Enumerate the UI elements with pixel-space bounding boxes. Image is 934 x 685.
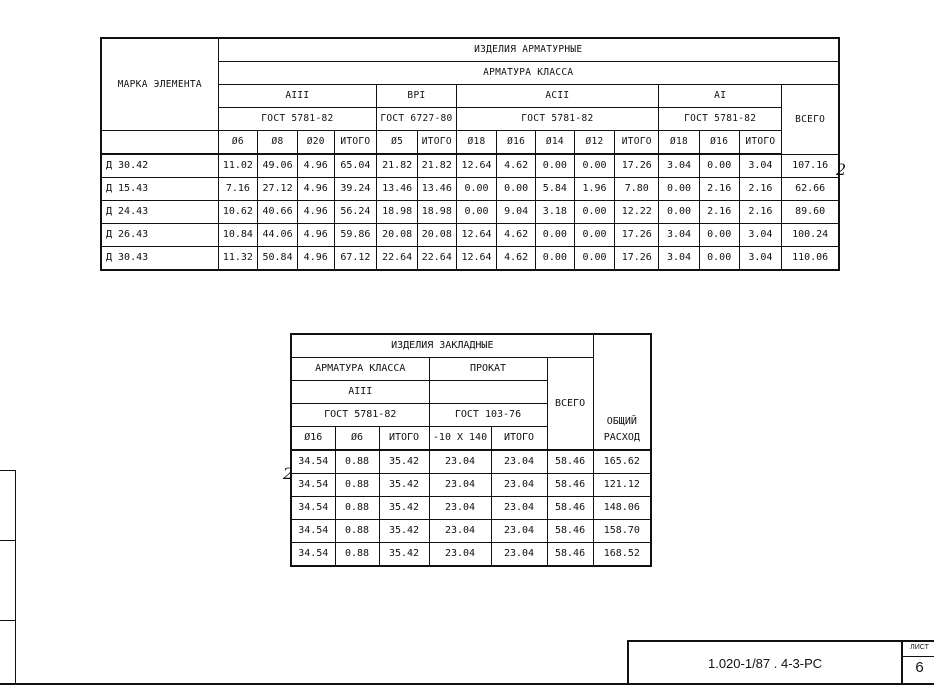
element-mark: Д 24.43 [101, 201, 218, 224]
table-cell: 4.96 [297, 247, 334, 271]
table-cell: 4.96 [297, 178, 334, 201]
element-mark: Д 26.43 [101, 224, 218, 247]
table-cell: 35.42 [379, 474, 429, 497]
table-cell: 110.06 [782, 247, 839, 271]
subgroup-header: АРМАТУРА КЛАССА [291, 358, 429, 381]
table-cell: 4.96 [297, 201, 334, 224]
gost-prokat: ГОСТ 103-76 [429, 404, 547, 427]
column-header: ИТОГО [379, 427, 429, 451]
gost-ac2: ГОСТ 5781-82 [456, 108, 659, 131]
table-cell: 17.26 [615, 224, 659, 247]
table-cell: 4.62 [497, 224, 536, 247]
table-cell: 34.54 [291, 497, 335, 520]
column-header: Ø6 [335, 427, 379, 451]
table-row [101, 247, 839, 271]
table-cell: 9.04 [497, 201, 536, 224]
table-cell: 23.04 [491, 543, 547, 567]
class-a1: AI [659, 85, 782, 108]
table-cell: 20.08 [417, 224, 456, 247]
table-cell: 35.42 [379, 520, 429, 543]
table-cell: 50.84 [258, 247, 298, 271]
table-cell: 23.04 [429, 520, 491, 543]
table-cell: 3.18 [536, 201, 575, 224]
table-cell: 21.82 [377, 154, 418, 178]
table-cell: 0.00 [699, 247, 739, 271]
table-cell: 0.00 [699, 154, 739, 178]
element-mark: Д 15.43 [101, 178, 218, 201]
table-cell: 20.08 [377, 224, 418, 247]
table-cell: 3.04 [659, 154, 700, 178]
table-row [291, 497, 651, 520]
class-a3: AIII [218, 85, 377, 108]
blank-cell [101, 131, 218, 155]
table-cell: 3.04 [739, 154, 782, 178]
table-cell: 18.98 [417, 201, 456, 224]
table-cell: 13.46 [377, 178, 418, 201]
table-cell: 0.00 [659, 178, 700, 201]
table-cell: 0.88 [335, 543, 379, 567]
table-cell: 3.04 [659, 247, 700, 271]
table-cell: 121.12 [593, 474, 651, 497]
mark-header: МАРКА ЭЛЕМЕНТА [101, 38, 218, 131]
overall-header: ОБЩИЙ РАСХОД [593, 334, 651, 450]
gost-a3: ГОСТ 5781-82 [291, 404, 429, 427]
margin-mark [0, 620, 16, 621]
class-vp1: BPI [377, 85, 456, 108]
table-cell: 2.16 [739, 178, 782, 201]
table-cell: 148.06 [593, 497, 651, 520]
table-cell: 0.00 [574, 247, 615, 271]
table-cell: 158.70 [593, 520, 651, 543]
table-cell: 44.06 [258, 224, 298, 247]
table-cell: 89.60 [782, 201, 839, 224]
class-a3: AIII [291, 381, 429, 404]
annotation-2: 2 [836, 160, 847, 179]
table-cell: 165.62 [593, 450, 651, 474]
table-cell: 22.64 [377, 247, 418, 271]
table-cell: 2.16 [699, 201, 739, 224]
table-cell: 58.46 [547, 450, 593, 474]
table-row [291, 474, 651, 497]
table-cell: 34.54 [291, 474, 335, 497]
column-header: Ø6 [218, 131, 258, 155]
table-cell: 17.26 [615, 247, 659, 271]
table-cell: 22.64 [417, 247, 456, 271]
table-cell: 23.04 [429, 497, 491, 520]
table-cell: 0.00 [456, 201, 497, 224]
column-header: Ø14 [536, 131, 575, 155]
total-header: ВСЕГО [547, 358, 593, 451]
column-header: ИТОГО [334, 131, 377, 155]
column-header: ИТОГО [739, 131, 782, 155]
table-cell: 34.54 [291, 520, 335, 543]
class-ac2: ACII [456, 85, 659, 108]
table-cell: 13.46 [417, 178, 456, 201]
document-code: 1.020-1/87 . 4-3-РС [707, 656, 823, 671]
table-cell: 3.04 [739, 247, 782, 271]
table-cell: 5.84 [536, 178, 575, 201]
table-cell: 0.00 [574, 154, 615, 178]
table-cell: 59.86 [334, 224, 377, 247]
group-header: ИЗДЕЛИЯ АРМАТУРНЫЕ [218, 38, 839, 62]
table-cell: 58.46 [547, 497, 593, 520]
table-cell: 12.22 [615, 201, 659, 224]
column-header: Ø5 [377, 131, 418, 155]
table-cell: 58.46 [547, 520, 593, 543]
column-header: Ø18 [456, 131, 497, 155]
table-cell: 0.88 [335, 520, 379, 543]
group-header: ИЗДЕЛИЯ ЗАКЛАДНЫЕ [291, 334, 593, 358]
element-mark: Д 30.43 [101, 247, 218, 271]
reinforcement-table [100, 37, 840, 271]
column-header: Ø16 [291, 427, 335, 451]
table-cell: 7.16 [218, 178, 258, 201]
table-cell: 49.06 [258, 154, 298, 178]
table-cell: 23.04 [429, 450, 491, 474]
gost-a1: ГОСТ 5781-82 [659, 108, 782, 131]
subgroup-header: АРМАТУРА КЛАССА [218, 62, 839, 85]
margin-mark [0, 540, 16, 541]
table-cell: 12.64 [456, 154, 497, 178]
table-cell: 17.26 [615, 154, 659, 178]
table-cell: 0.00 [456, 178, 497, 201]
total-header: ВСЕГО [782, 85, 839, 155]
table-cell: 23.04 [429, 543, 491, 567]
column-header: Ø20 [297, 131, 334, 155]
table-cell: 107.16 [782, 154, 839, 178]
table-row [101, 178, 839, 201]
table-cell: 0.88 [335, 474, 379, 497]
column-header: -10 Х 140 [429, 427, 491, 451]
table-cell: 2.16 [739, 201, 782, 224]
table-row [101, 154, 839, 178]
table-cell: 58.46 [547, 543, 593, 567]
table-cell: 4.96 [297, 224, 334, 247]
table-cell: 4.62 [497, 154, 536, 178]
table-cell: 168.52 [593, 543, 651, 567]
table-cell: 56.24 [334, 201, 377, 224]
table-cell: 35.42 [379, 543, 429, 567]
table-cell: 35.42 [379, 497, 429, 520]
table-cell: 0.00 [574, 201, 615, 224]
table-cell: 0.88 [335, 497, 379, 520]
embedded-parts-table [290, 333, 652, 567]
table-cell: 58.46 [547, 474, 593, 497]
sheet-label: ЛИСТ [910, 644, 929, 651]
title-block [627, 640, 934, 685]
column-header: Ø18 [659, 131, 700, 155]
column-header: Ø8 [258, 131, 298, 155]
table-row [291, 543, 651, 567]
table-cell: 27.12 [258, 178, 298, 201]
table-row [101, 201, 839, 224]
table-cell: 0.00 [699, 224, 739, 247]
column-header: Ø16 [497, 131, 536, 155]
element-mark: Д 30.42 [101, 154, 218, 178]
column-header: ИТОГО [491, 427, 547, 451]
table-cell: 10.84 [218, 224, 258, 247]
blank-cell [429, 381, 547, 404]
margin-mark [0, 470, 16, 471]
left-margin-rule [15, 470, 16, 685]
sheet-box [901, 642, 934, 685]
table-cell: 10.62 [218, 201, 258, 224]
table-cell: 0.00 [536, 154, 575, 178]
prokat-header: ПРОКАТ [429, 358, 547, 381]
table-cell: 3.04 [659, 224, 700, 247]
table-cell: 39.24 [334, 178, 377, 201]
table-row [101, 224, 839, 247]
annotation-2: 2 [283, 464, 294, 483]
table-cell: 0.00 [497, 178, 536, 201]
table-cell: 65.04 [334, 154, 377, 178]
column-header: ИТОГО [615, 131, 659, 155]
table-cell: 23.04 [491, 450, 547, 474]
table-cell: 62.66 [782, 178, 839, 201]
table-cell: 0.00 [659, 201, 700, 224]
table-cell: 4.96 [297, 154, 334, 178]
table-cell: 1.96 [574, 178, 615, 201]
column-header: ИТОГО [417, 131, 456, 155]
gost-vp1: ГОСТ 6727-80 [377, 108, 456, 131]
table-cell: 7.80 [615, 178, 659, 201]
column-header: Ø16 [699, 131, 739, 155]
table-cell: 4.62 [497, 247, 536, 271]
table-cell: 0.88 [335, 450, 379, 474]
table-cell: 18.98 [377, 201, 418, 224]
gost-a3: ГОСТ 5781-82 [218, 108, 377, 131]
table-cell: 23.04 [429, 474, 491, 497]
table-cell: 34.54 [291, 543, 335, 567]
table-cell: 100.24 [782, 224, 839, 247]
table-cell: 34.54 [291, 450, 335, 474]
table-cell: 21.82 [417, 154, 456, 178]
table-cell: 0.00 [574, 224, 615, 247]
table-cell: 40.66 [258, 201, 298, 224]
table-row [291, 520, 651, 543]
sheet-number: 6 [903, 656, 934, 676]
table-cell: 35.42 [379, 450, 429, 474]
table-cell: 12.64 [456, 247, 497, 271]
table-cell: 3.04 [739, 224, 782, 247]
table-cell: 11.02 [218, 154, 258, 178]
table-row [291, 450, 651, 474]
table-cell: 0.00 [536, 224, 575, 247]
table-cell: 2.16 [699, 178, 739, 201]
table-cell: 67.12 [334, 247, 377, 271]
table-cell: 23.04 [491, 497, 547, 520]
table-cell: 0.00 [536, 247, 575, 271]
column-header: Ø12 [574, 131, 615, 155]
table-cell: 12.64 [456, 224, 497, 247]
table-cell: 23.04 [491, 520, 547, 543]
table-cell: 11.32 [218, 247, 258, 271]
table-cell: 23.04 [491, 474, 547, 497]
